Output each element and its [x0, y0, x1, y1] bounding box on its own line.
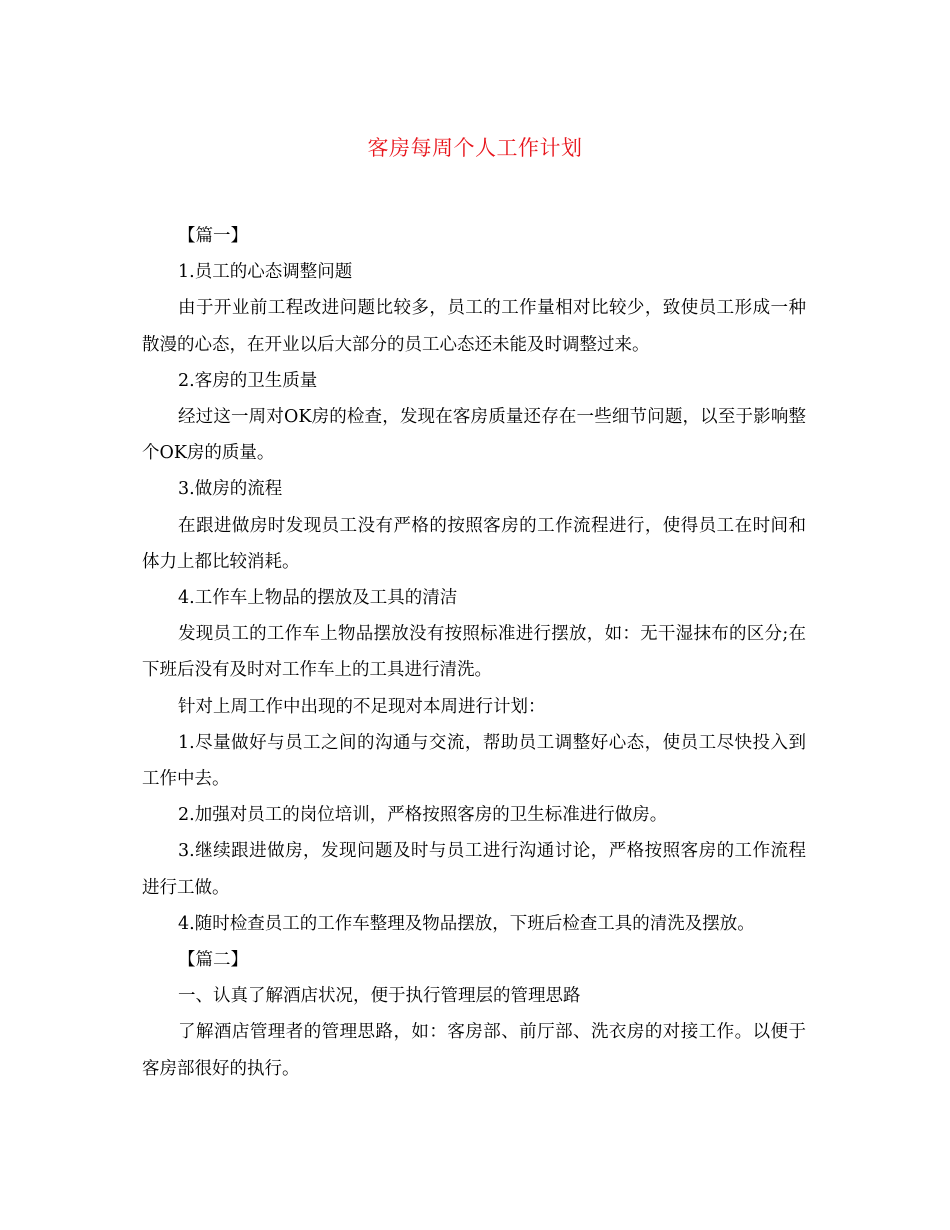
plan-item: 4.随时检查员工的工作车整理及物品摆放，下班后检查工具的清洗及摆放。 [178, 913, 755, 934]
plan-item: 3.继续跟进做房，发现问题及时与员工进行沟通讨论，严格按照客房的工作流程进行工做。 [142, 841, 806, 898]
item-heading: 1.员工的心态调整问题 [178, 262, 353, 283]
body-paragraph: 在跟进做房时发现员工没有严格的按照客房的工作流程进行，使得员工在时间和体力上都比较消耗。 [142, 515, 806, 572]
body-paragraph: 了解酒店管理者的管理思路，如：客房部、前厅部、洗衣房的对接工作。以便于客房部很好的执行。 [142, 1022, 806, 1079]
item-heading: 一、认真了解酒店状况，便于执行管理层的管理思路 [178, 986, 581, 1007]
body-paragraph: 发现员工的工作车上物品摆放没有按照标准进行摆放，如：无干湿抹布的区分;在下班后没有及时对工作车上的工具进行清洗。 [142, 624, 806, 681]
plan-item: 2.加强对员工的岗位培训，严格按照客房的卫生标准进行做房。 [178, 805, 668, 826]
section-heading-part-two: 【篇二】 [178, 950, 248, 971]
document-title: 客房每周个人工作计划 [367, 136, 583, 160]
item-heading: 3.做房的流程 [178, 479, 283, 500]
body-paragraph: 由于开业前工程改进问题比较多，员工的工作量相对比较少，致使员工形成一种散漫的心态，在开业以后大部分的员工心态还未能及时调整过来。 [142, 298, 806, 355]
item-heading: 2.客房的卫生质量 [178, 370, 318, 391]
plan-intro: 针对上周工作中出现的不足现对本周进行计划： [178, 696, 546, 717]
body-paragraph: 经过这一周对OK房的检查，发现在客房质量还存在一些细节问题，以至于影响整个OK房的质量。 [142, 407, 806, 464]
section-heading-part-one: 【篇一】 [178, 226, 248, 246]
item-heading: 4.工作车上物品的摆放及工具的清洁 [178, 588, 458, 609]
plan-item: 1.尽量做好与员工之间的沟通与交流，帮助员工调整好心态，使员工尽快投入到工作中去。 [142, 732, 806, 790]
document-body [142, 218, 806, 1087]
